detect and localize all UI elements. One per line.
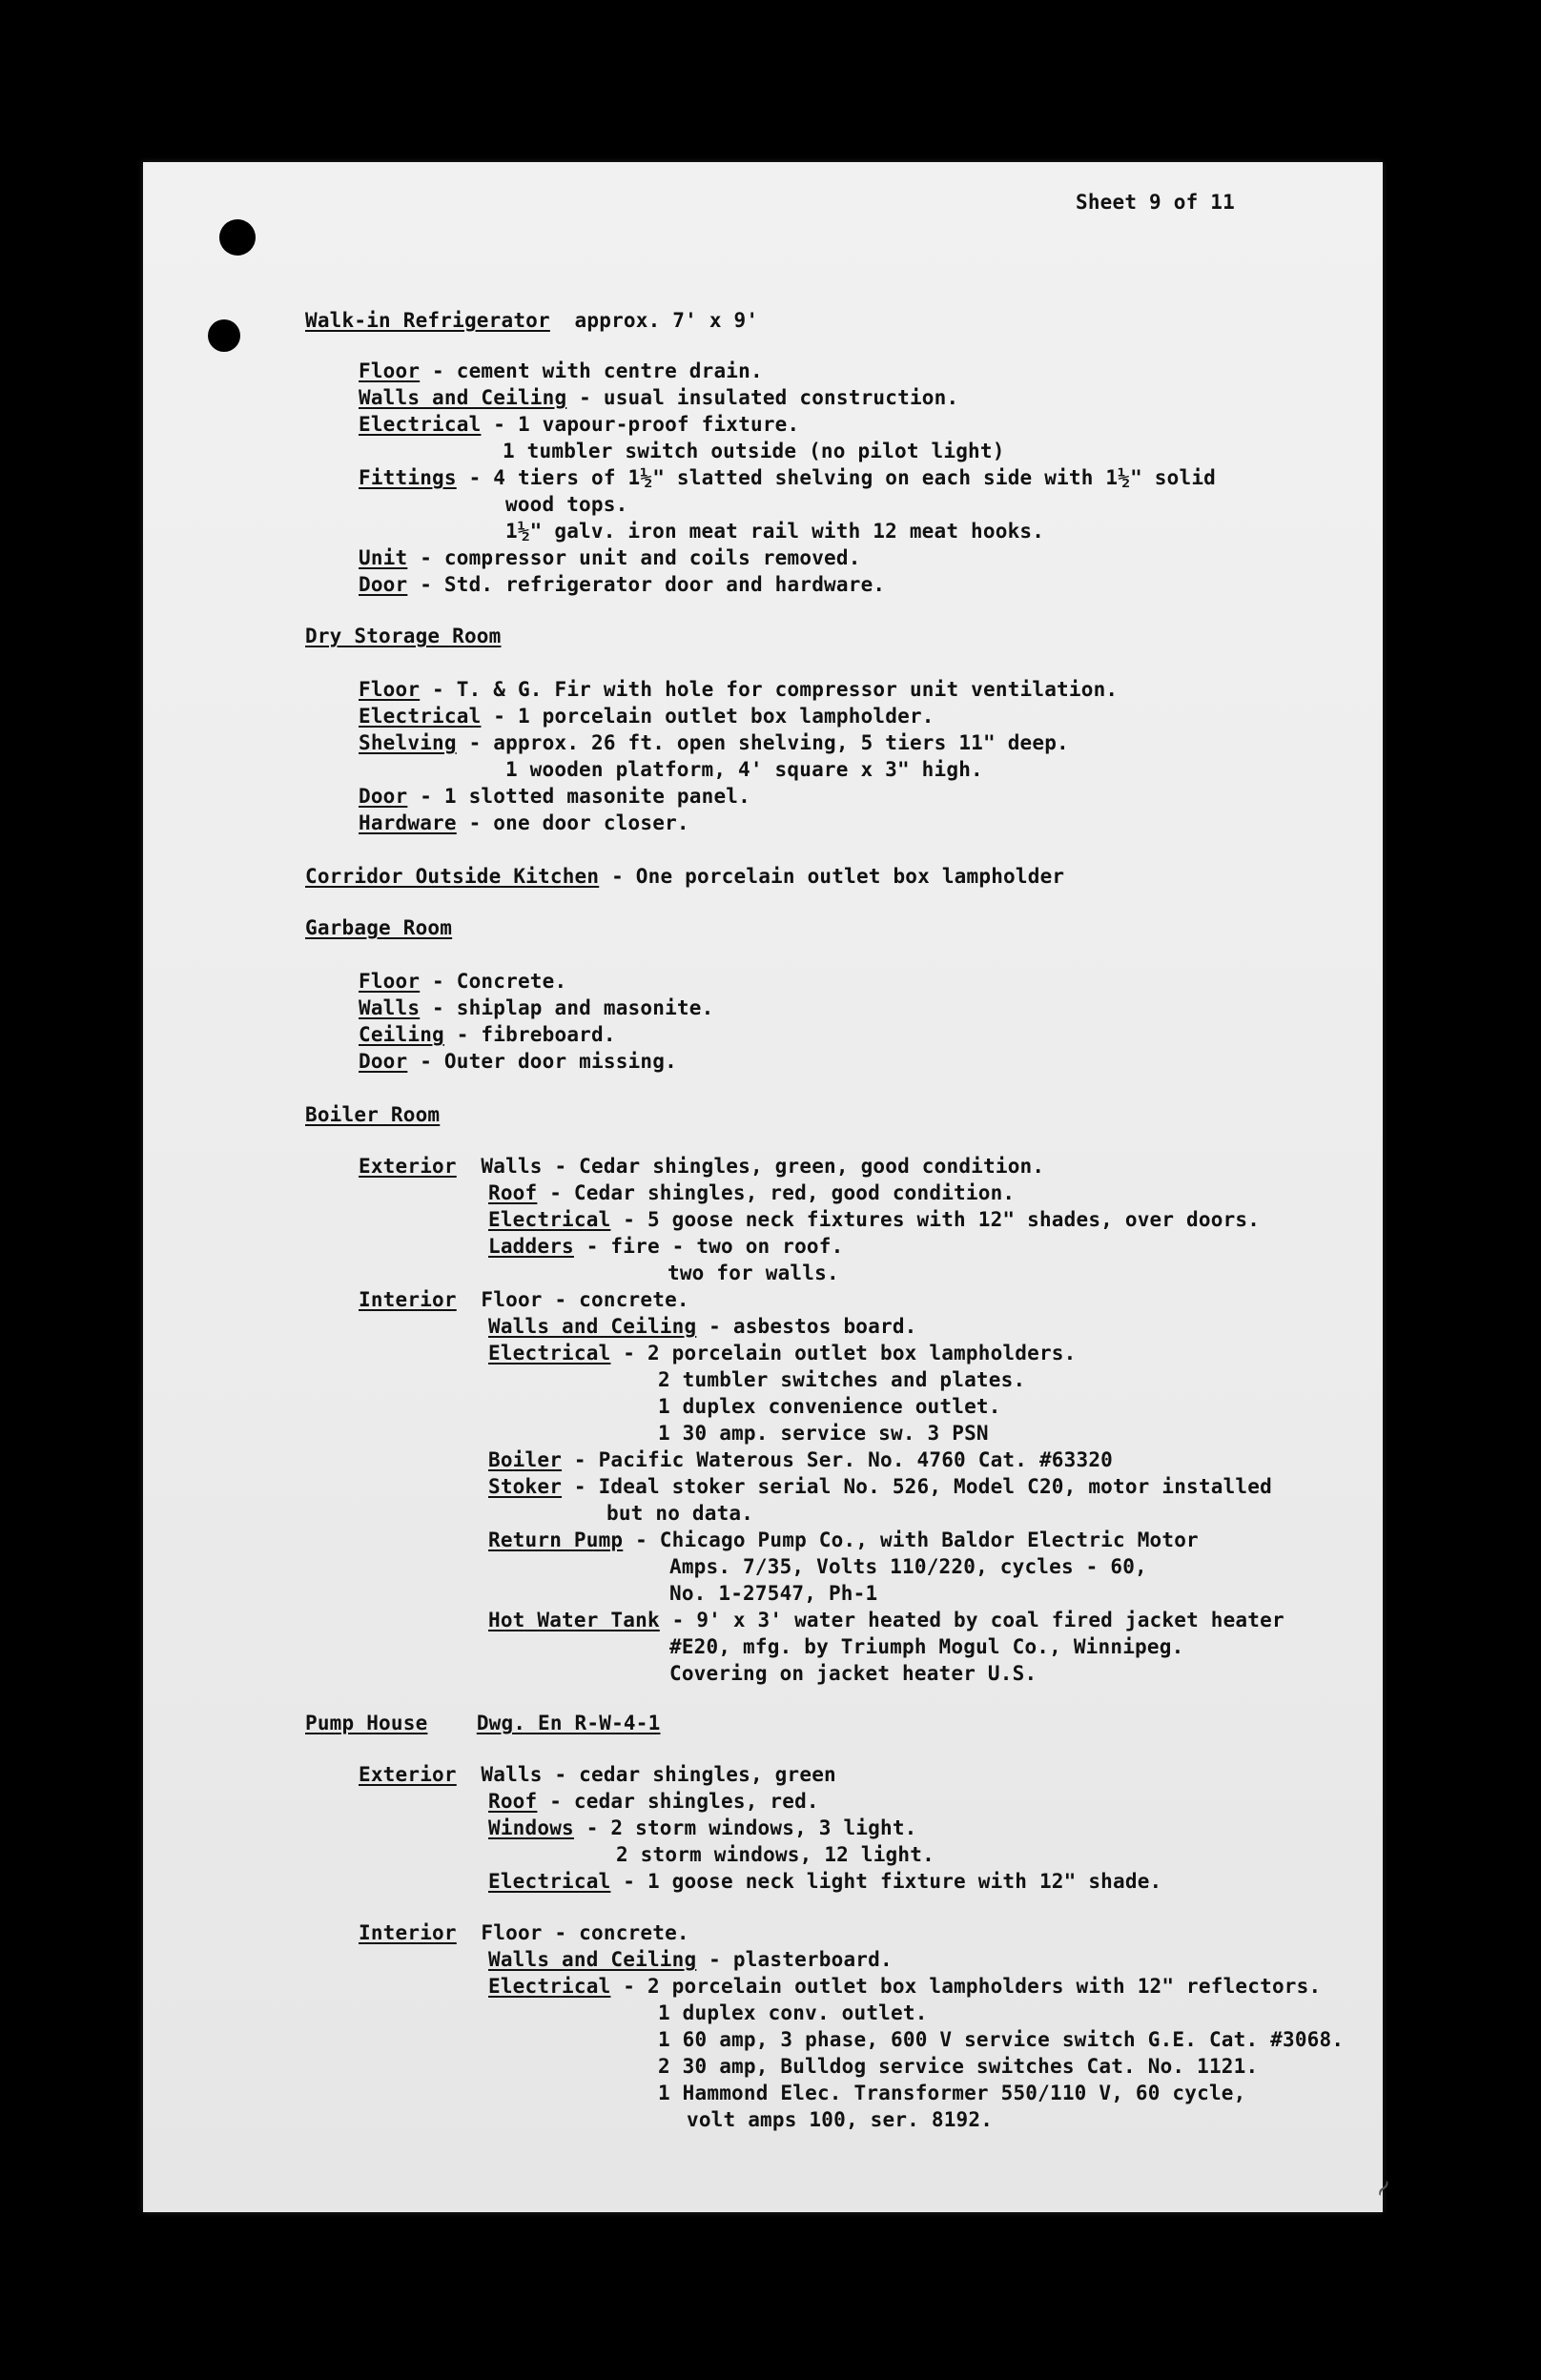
text-line xyxy=(658,2001,928,2024)
text-line xyxy=(669,1635,1183,1658)
text-line xyxy=(359,386,958,409)
text-line xyxy=(359,1763,836,1786)
line-text: - approx. 26 ft. open shelving, 5 tiers 11" deep. xyxy=(456,731,1069,754)
text-line xyxy=(488,1790,819,1813)
text-line xyxy=(359,970,566,993)
underlined-heading: Exterior xyxy=(359,1763,457,1786)
text-line xyxy=(488,1948,893,1971)
text-line xyxy=(359,546,861,569)
underlined-heading: Hot Water Tank xyxy=(488,1609,660,1631)
line-text: - 2 porcelain outlet box lampholders with 12" reflectors. xyxy=(610,1975,1322,1998)
line-text: - 1 slotted masonite panel. xyxy=(407,785,750,808)
line-text: - compressor unit and coils removed. xyxy=(407,546,861,569)
underlined-heading: Floor xyxy=(359,678,421,701)
underlined-heading: Exterior xyxy=(359,1155,457,1178)
text-line xyxy=(359,705,935,728)
line-text: - cedar shingles, red. xyxy=(537,1790,819,1813)
text-line xyxy=(616,1843,935,1866)
underlined-heading: Floor xyxy=(359,970,421,993)
line-text: 2 30 amp, Bulldog service switches Cat. No. 1121. xyxy=(658,2055,1259,2078)
text-line xyxy=(359,678,1118,701)
underlined-heading: Corridor Outside Kitchen xyxy=(305,865,600,888)
line-text: - fire - two on roof. xyxy=(573,1235,844,1258)
line-text xyxy=(427,1712,476,1734)
line-text: - plasterboard. xyxy=(696,1948,893,1971)
underlined-heading: Electrical xyxy=(488,1870,611,1893)
underlined-heading: Door xyxy=(359,785,408,808)
underlined-heading: Unit xyxy=(359,546,408,569)
underlined-heading: Return Pump xyxy=(488,1529,624,1551)
line-text: - 2 porcelain outlet box lampholders. xyxy=(610,1342,1077,1364)
underlined-heading: Interior xyxy=(359,1921,457,1944)
line-text: Amps. 7/35, Volts 110/220, cycles - 60, xyxy=(669,1555,1147,1578)
line-text: Covering on jacket heater U.S. xyxy=(669,1662,1038,1685)
line-text: - 4 tiers of 1½" slatted shelving on each side with 1½" solid xyxy=(456,466,1217,489)
underlined-heading: Door xyxy=(359,573,408,596)
underlined-heading: Windows xyxy=(488,1816,574,1839)
text-line xyxy=(488,1342,1076,1364)
text-line xyxy=(658,1422,989,1445)
line-text: volt amps 100, ser. 8192. xyxy=(687,2108,994,2131)
line-text: - Chicago Pump Co., with Baldor Electric Motor xyxy=(623,1529,1199,1551)
line-text: 2 tumbler switches and plates. xyxy=(658,1368,1026,1391)
text-line xyxy=(305,916,452,939)
underlined-heading: Garbage Room xyxy=(305,916,453,939)
line-text: 1 60 amp, 3 phase, 600 V service switch G.E. Cat. #3068. xyxy=(658,2028,1345,2051)
text-line xyxy=(359,413,799,436)
text-line xyxy=(669,1582,877,1605)
underlined-heading: Dry Storage Room xyxy=(305,625,502,647)
underlined-heading: Walls and Ceiling xyxy=(488,1315,697,1338)
line-text: - one door closer. xyxy=(456,811,689,834)
underlined-heading: Pump House xyxy=(305,1712,428,1734)
text-line xyxy=(505,493,627,516)
line-text: - Concrete. xyxy=(420,970,567,993)
text-line xyxy=(359,996,713,1019)
line-text: - shiplap and masonite. xyxy=(420,996,714,1019)
text-line xyxy=(658,2082,1245,2104)
text-line xyxy=(1076,191,1235,214)
text-line xyxy=(359,731,1069,754)
line-text: - usual insulated construction. xyxy=(566,386,959,409)
text-line xyxy=(359,573,885,596)
text-line xyxy=(488,1235,843,1258)
underlined-heading: Ladders xyxy=(488,1235,574,1258)
underlined-heading: Fittings xyxy=(359,466,457,489)
line-text: - T. & G. Fir with hole for compressor unit ventilation. xyxy=(420,678,1119,701)
punch-hole xyxy=(208,319,240,352)
line-text: - cement with centre drain. xyxy=(420,359,763,382)
line-text: No. 1-27547, Ph-1 xyxy=(669,1582,878,1605)
underlined-heading: Boiler Room xyxy=(305,1103,441,1126)
line-text: 1 Hammond Elec. Transformer 550/110 V, 60 cycle, xyxy=(658,2082,1246,2104)
underlined-heading: Shelving xyxy=(359,731,457,754)
line-text: - fibreboard. xyxy=(443,1023,616,1046)
text-line xyxy=(488,1816,917,1839)
line-text: 1 wooden platform, 4' square x 3" high. xyxy=(505,758,983,781)
text-line xyxy=(488,1975,1321,1998)
line-text: - Std. refrigerator door and hardware. xyxy=(407,573,886,596)
line-text: 1 duplex convenience outlet. xyxy=(658,1395,1001,1418)
text-line xyxy=(488,1609,1284,1631)
text-line xyxy=(305,625,502,647)
line-text: Walls - Cedar shingles, green, good condition. xyxy=(456,1155,1045,1178)
text-line xyxy=(359,1155,1044,1178)
text-line xyxy=(359,1288,689,1311)
underlined-heading: Ceiling xyxy=(359,1023,444,1046)
line-text: - Cedar shingles, red, good condition. xyxy=(537,1181,1016,1204)
text-line xyxy=(359,811,689,834)
line-text: - 1 goose neck light fixture with 12" shade. xyxy=(610,1870,1162,1893)
text-line xyxy=(658,2055,1258,2078)
underlined-heading: Dwg. En R-W-4-1 xyxy=(476,1712,661,1734)
underlined-heading: Interior xyxy=(359,1288,457,1311)
text-line xyxy=(488,1208,1260,1231)
text-line xyxy=(668,1262,839,1284)
underlined-heading: Electrical xyxy=(359,705,482,728)
line-text: 2 storm windows, 12 light. xyxy=(616,1843,935,1866)
text-line xyxy=(669,1555,1147,1578)
text-line xyxy=(606,1502,753,1525)
line-text: 1 duplex conv. outlet. xyxy=(658,2001,928,2024)
text-line xyxy=(359,466,1216,489)
text-line xyxy=(359,1023,616,1046)
text-line xyxy=(488,1181,1015,1204)
line-text: - One porcelain outlet box lampholder xyxy=(599,865,1065,888)
punch-hole xyxy=(219,219,256,256)
text-line xyxy=(505,520,1044,543)
underlined-heading: Boiler xyxy=(488,1448,563,1471)
underlined-heading: Electrical xyxy=(488,1975,611,1998)
handwritten-initials: ~ xyxy=(1366,2171,1402,2206)
underlined-heading: Door xyxy=(359,1050,408,1073)
text-line xyxy=(687,2108,993,2131)
text-line xyxy=(305,865,1064,888)
underlined-heading: Walls xyxy=(359,996,421,1019)
line-text: 1 tumbler switch outside (no pilot light) xyxy=(503,440,1005,462)
text-line xyxy=(359,1921,689,1944)
text-line xyxy=(488,1448,1113,1471)
line-text: Sheet 9 of 11 xyxy=(1076,191,1235,214)
line-text: Walls - cedar shingles, green xyxy=(456,1763,836,1786)
text-line xyxy=(503,440,1005,462)
line-text: - Ideal stoker serial No. 526, Model C20, motor installed xyxy=(562,1475,1272,1498)
underlined-heading: Electrical xyxy=(359,413,482,436)
text-line xyxy=(658,1368,1025,1391)
underlined-heading: Hardware xyxy=(359,811,457,834)
line-text: - Pacific Waterous Ser. No. 4760 Cat. #63320 xyxy=(562,1448,1114,1471)
underlined-heading: Electrical xyxy=(488,1342,611,1364)
underlined-heading: Roof xyxy=(488,1790,538,1813)
line-text: - asbestos board. xyxy=(696,1315,917,1338)
underlined-heading: Walls and Ceiling xyxy=(359,386,567,409)
line-text: - 1 porcelain outlet box lampholder. xyxy=(481,705,935,728)
text-line xyxy=(505,758,983,781)
text-line xyxy=(488,1529,1199,1551)
text-line xyxy=(488,1315,917,1338)
line-text: #E20, mfg. by Triumph Mogul Co., Winnipeg. xyxy=(669,1635,1184,1658)
line-text: but no data. xyxy=(606,1502,754,1525)
underlined-heading: Walls and Ceiling xyxy=(488,1948,697,1971)
line-text: two for walls. xyxy=(668,1262,839,1284)
text-line xyxy=(359,359,763,382)
line-text: wood tops. xyxy=(505,493,628,516)
text-line xyxy=(305,1103,440,1126)
underlined-heading: Roof xyxy=(488,1181,538,1204)
line-text: - Outer door missing. xyxy=(407,1050,677,1073)
line-text: 1 30 amp. service sw. 3 PSN xyxy=(658,1422,989,1445)
text-line xyxy=(305,309,758,332)
text-line xyxy=(669,1662,1037,1685)
text-line xyxy=(488,1475,1272,1498)
underlined-heading: Stoker xyxy=(488,1475,563,1498)
line-text: - 2 storm windows, 3 light. xyxy=(573,1816,917,1839)
text-line xyxy=(359,785,750,808)
text-line xyxy=(658,1395,1001,1418)
text-line xyxy=(658,2028,1344,2051)
underlined-heading: Floor xyxy=(359,359,421,382)
line-text: Floor - concrete. xyxy=(456,1921,689,1944)
line-text: - 1 vapour-proof fixture. xyxy=(481,413,800,436)
underlined-heading: Walk-in Refrigerator xyxy=(305,309,550,332)
line-text: - 5 goose neck fixtures with 12" shades, over doors. xyxy=(610,1208,1261,1231)
line-text: Floor - concrete. xyxy=(456,1288,689,1311)
text-line xyxy=(305,1712,660,1734)
line-text: approx. 7' x 9' xyxy=(549,309,759,332)
line-text: - 9' x 3' water heated by coal fired jacket heater xyxy=(659,1609,1284,1631)
text-line xyxy=(488,1870,1161,1893)
underlined-heading: Electrical xyxy=(488,1208,611,1231)
line-text: 1½" galv. iron meat rail with 12 meat hooks. xyxy=(505,520,1045,543)
text-line xyxy=(359,1050,677,1073)
